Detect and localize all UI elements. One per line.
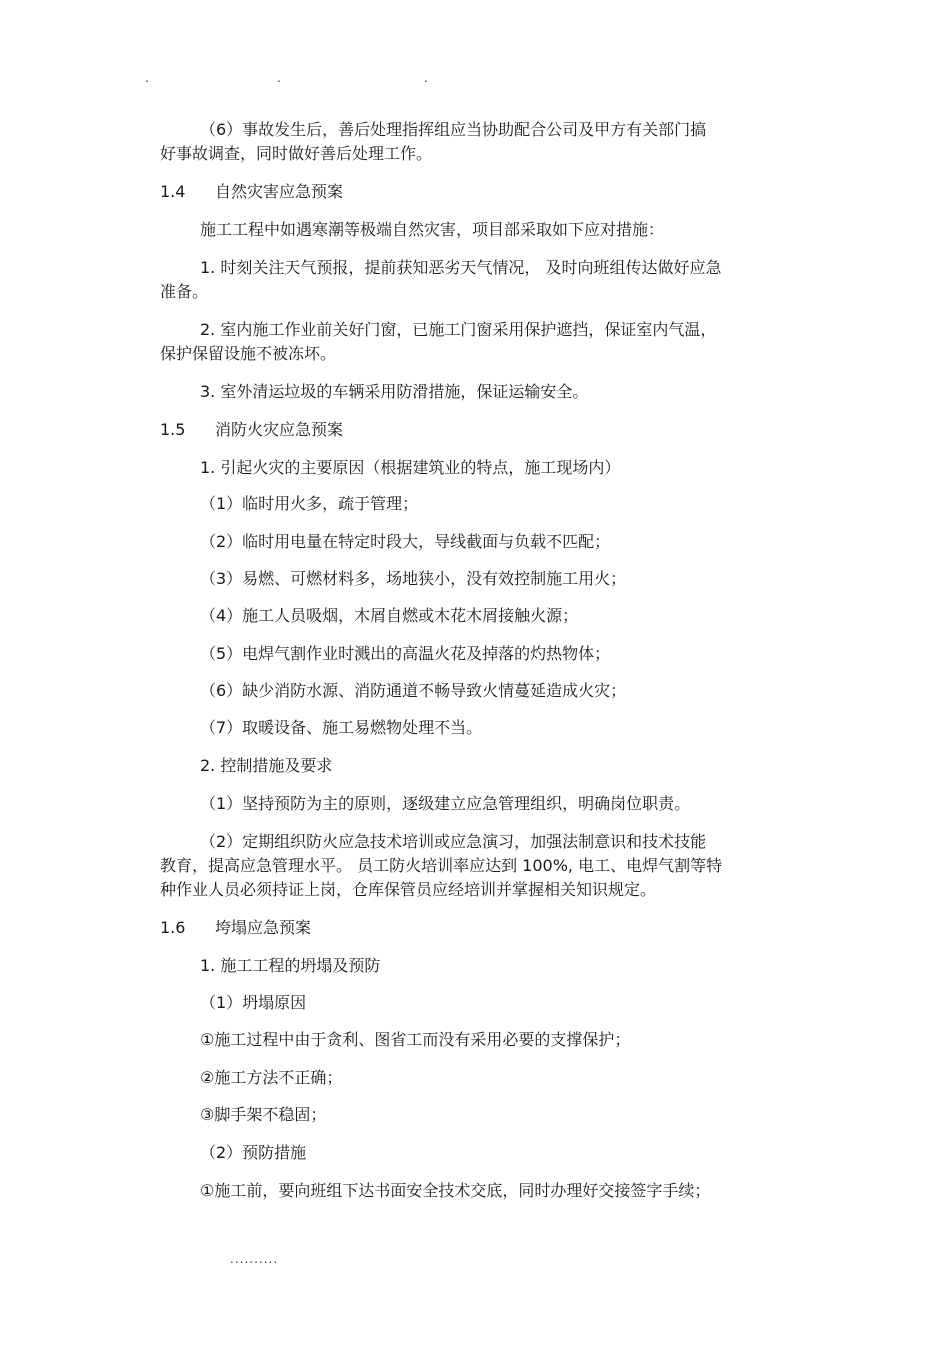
list-item: ②施工方法不正确； — [200, 1068, 343, 1087]
list-item: （5）电焊气割作业时溅出的高温火花及掉落的灼热物体； — [200, 644, 611, 663]
list-item: （1）临时用火多，疏于管理； — [200, 494, 419, 513]
section-number: 1.6 — [160, 918, 186, 937]
section-title: 垮塌应急预案 — [215, 918, 312, 937]
section-heading-1-6 — [160, 918, 311, 938]
paragraph-line: 2. 控制措施及要求 — [200, 756, 333, 775]
paragraph-line: 1. 施工工程的坍塌及预防 — [200, 956, 381, 975]
header-dot: . — [424, 71, 428, 85]
section-number: 1.4 — [160, 182, 186, 201]
list-item: （3）易燃、可燃材料多，场地狭小，没有效控制施工用火； — [200, 569, 627, 588]
list-item: （2）临时用电量在特定时段大，导线截面与负载不匹配； — [200, 532, 611, 551]
section-title: 消防火灾应急预案 — [215, 420, 344, 439]
list-item: （7）取暖设备、施工易燃物处理不当。 — [200, 718, 483, 737]
header-dot: . — [277, 71, 281, 85]
paragraph-line: 教育，提高应急管理水平。 员工防火培训率应达到 100%, 电工、电焊气割等特 — [160, 856, 723, 875]
paragraph-line: 施工工程中如遇寒潮等极端自然灾害，项目部采取如下应对措施： — [200, 220, 665, 239]
section-number: 1.5 — [160, 420, 186, 439]
list-item: （4）施工人员吸烟，木屑自燃或木花木屑接触火源； — [200, 606, 579, 625]
section-heading-1-5 — [160, 420, 343, 440]
footer-dots: .......... — [230, 1252, 279, 1266]
section-title: 自然灾害应急预案 — [215, 182, 344, 201]
list-item: ③脚手架不稳固； — [200, 1105, 327, 1124]
section-heading-1-4 — [160, 182, 343, 202]
paragraph-line: 好事故调查，同时做好善后处理工作。 — [160, 144, 433, 163]
paragraph-line: 3. 室外清运垃圾的车辆采用防滑措施，保证运输安全。 — [200, 382, 589, 401]
paragraph-line: 1. 时刻关注天气预报，提前获知恶劣天气情况， 及时向班组传达做好应急 — [200, 258, 722, 277]
list-item: （2）预防措施 — [200, 1143, 307, 1162]
paragraph-line: 2. 室内施工作业前关好门窗，已施工门窗采用保护遮挡，保证室内气温， — [200, 320, 717, 339]
list-item: ①施工过程中由于贪利、图省工而没有采用必要的支撑保护； — [200, 1030, 631, 1049]
header-dots — [0, 72, 950, 86]
paragraph-line: （2）定期组织防火应急技术培训或应急演习，加强法制意识和技术技能 — [200, 832, 707, 851]
paragraph-line: 保护保留设施不被冻坏。 — [160, 344, 337, 363]
header-dot: . — [145, 71, 149, 85]
paragraph-line: 准备。 — [160, 282, 209, 301]
paragraph-line: 种作业人员必须持证上岗，仓库保管员应经培训并掌握相关知识规定。 — [160, 880, 657, 899]
paragraph-line: 1. 引起火灾的主要原因（根据建筑业的特点，施工现场内） — [200, 458, 621, 477]
list-item: （6）缺少消防水源、消防通道不畅导致火情蔓延造成火灾； — [200, 681, 627, 700]
list-item: ①施工前，要向班组下达书面安全技术交底，同时办理好交接签字手续； — [200, 1181, 711, 1200]
list-item: （1）坍塌原因 — [200, 993, 307, 1012]
list-item: （1）坚持预防为主的原则，逐级建立应急管理组织，明确岗位职责。 — [200, 794, 691, 813]
paragraph-line: （6）事故发生后，善后处理指挥组应当协助配合公司及甲方有关部门搞 — [200, 120, 707, 139]
